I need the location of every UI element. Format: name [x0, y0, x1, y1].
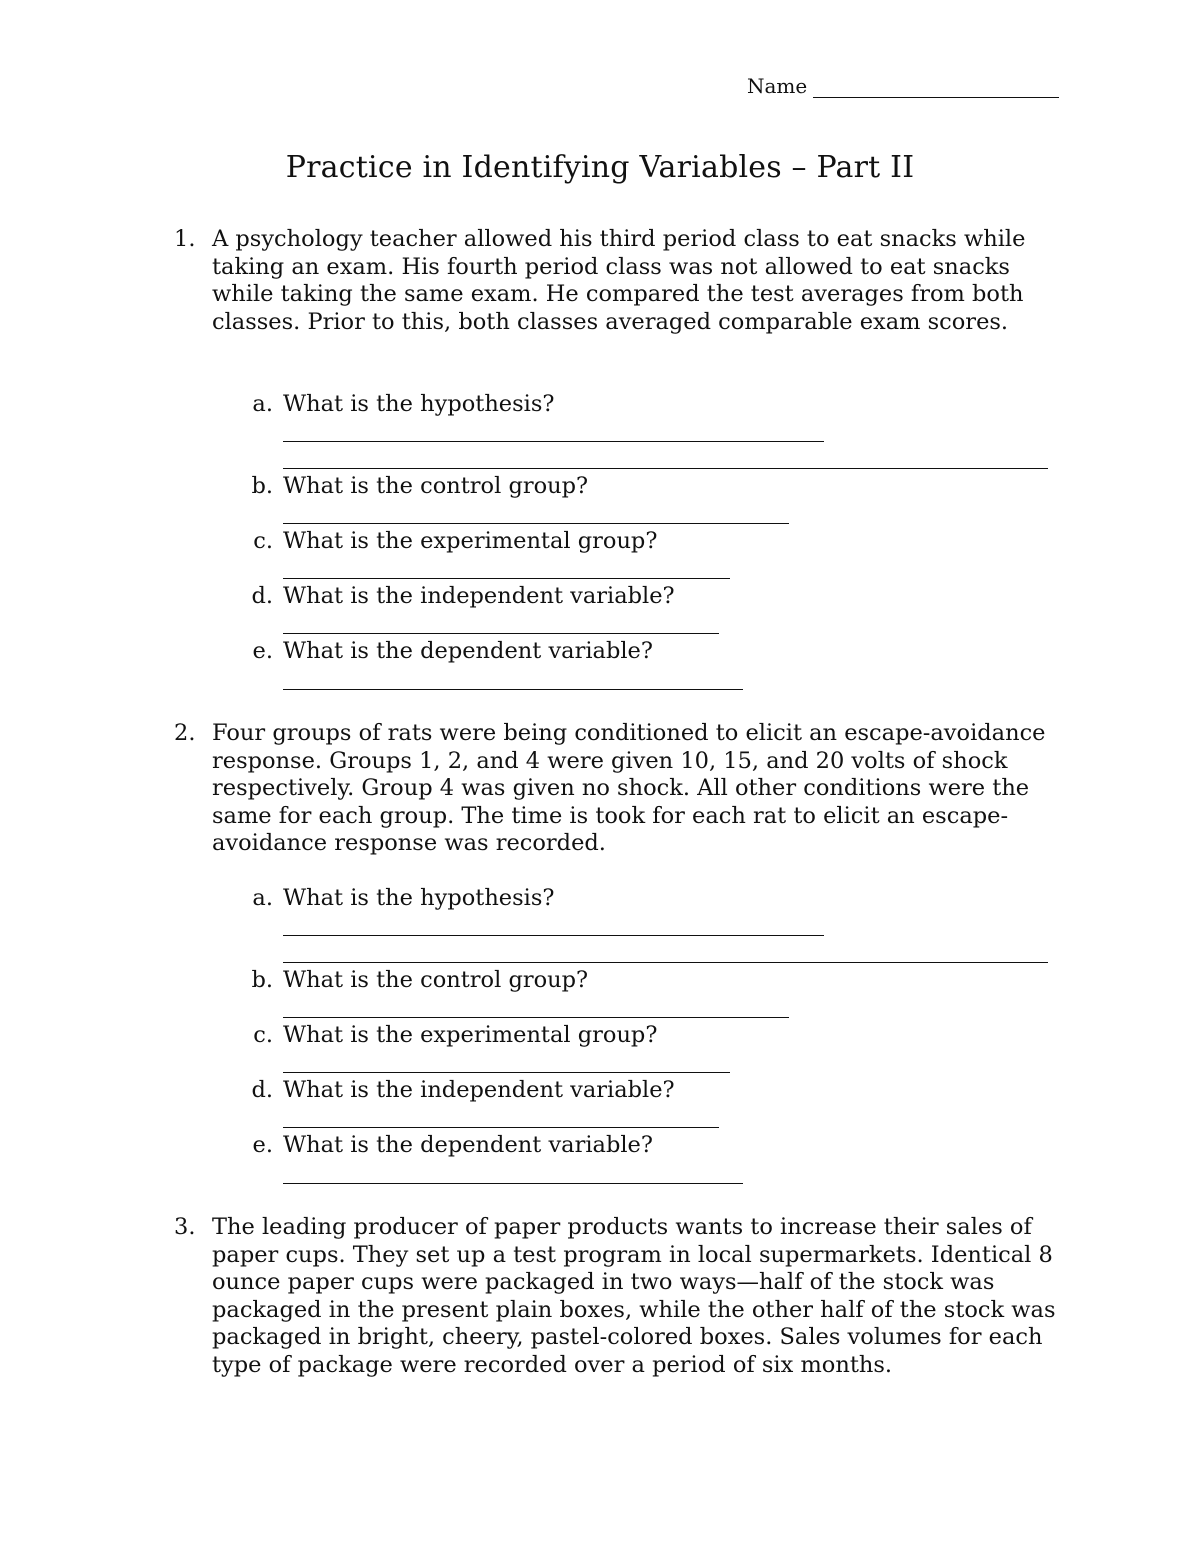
answer-line[interactable] [283, 1127, 719, 1128]
sub-letter: c. [253, 528, 273, 554]
sub-text: What is the independent variable? [283, 583, 675, 609]
question-2-sub-d [251, 1077, 675, 1105]
question-text: Four groups of rats were being conditioned to elicit an escape-avoidance response. Groups 1, 2, and 4 were given 10, 15, and 20 volts of shock respectively. Group 4 was given no shock. All other conditions were the same for each group. The time is took for each rat to elicit an escape-avoidance response was recorded. [212, 720, 1046, 857]
question-text: A psychology teacher allowed his third period class to eat snacks while taking an exam. His fourth period class was not allowed to eat snacks while taking the same exam. He compared the test averages from both classes. Prior to this, both classes averaged comparable exam scores. [212, 226, 1026, 335]
question-2-sub-b [251, 967, 589, 995]
question-1-sub-b [251, 473, 589, 501]
sub-letter: c. [253, 1022, 273, 1048]
sub-text: What is the dependent variable? [283, 638, 653, 664]
sub-letter: d. [251, 1077, 273, 1103]
answer-line[interactable] [283, 1017, 789, 1018]
question-number: 1. [174, 226, 196, 252]
question-text: The leading producer of paper products wants to increase their sales of paper cups. They set up a test program in local supermarkets. Identical 8 ounce paper cups were packaged in two ways—half of the stock was packaged in the present plain boxes, while the other half of the stock was packaged in bright, cheery, pastel-colored boxes. Sales volumes for each type of package were recorded over a period of six months. [212, 1214, 1056, 1378]
question-1 [174, 226, 1074, 336]
question-1-sub-e [252, 638, 653, 666]
sub-letter: e. [252, 638, 273, 664]
answer-line[interactable] [283, 935, 824, 936]
answer-line[interactable] [283, 578, 730, 579]
name-field [747, 74, 1059, 98]
sub-text: What is the dependent variable? [283, 1132, 653, 1158]
question-2-sub-e [252, 1132, 653, 1160]
question-1-sub-d [251, 583, 675, 611]
sub-letter: b. [251, 967, 273, 993]
sub-letter: a. [252, 885, 273, 911]
answer-line[interactable] [283, 689, 743, 690]
question-2-sub-a [252, 885, 555, 913]
question-1-sub-a [252, 391, 555, 419]
sub-letter: a. [252, 391, 273, 417]
answer-line[interactable] [283, 468, 1048, 469]
sub-letter: d. [251, 583, 273, 609]
question-number: 3. [174, 1214, 196, 1240]
question-number: 2. [174, 720, 196, 746]
sub-text: What is the control group? [283, 473, 589, 499]
question-2-sub-c [253, 1022, 658, 1050]
page-title: Practice in Identifying Variables – Part II [285, 150, 915, 185]
answer-line[interactable] [283, 1072, 730, 1073]
sub-text: What is the hypothesis? [283, 391, 555, 417]
answer-line[interactable] [283, 1183, 743, 1184]
sub-text: What is the experimental group? [283, 528, 658, 554]
name-blank-line[interactable] [813, 75, 1059, 98]
question-1-sub-c [253, 528, 658, 556]
sub-text: What is the control group? [283, 967, 589, 993]
name-label: Name [747, 74, 808, 98]
sub-letter: b. [251, 473, 273, 499]
sub-text: What is the experimental group? [283, 1022, 658, 1048]
answer-line[interactable] [283, 633, 719, 634]
answer-line[interactable] [283, 962, 1048, 963]
question-3 [174, 1214, 1074, 1380]
sub-text: What is the independent variable? [283, 1077, 675, 1103]
answer-line[interactable] [283, 523, 789, 524]
sub-text: What is the hypothesis? [283, 885, 555, 911]
sub-letter: e. [252, 1132, 273, 1158]
question-2 [174, 720, 1074, 858]
answer-line[interactable] [283, 441, 824, 442]
